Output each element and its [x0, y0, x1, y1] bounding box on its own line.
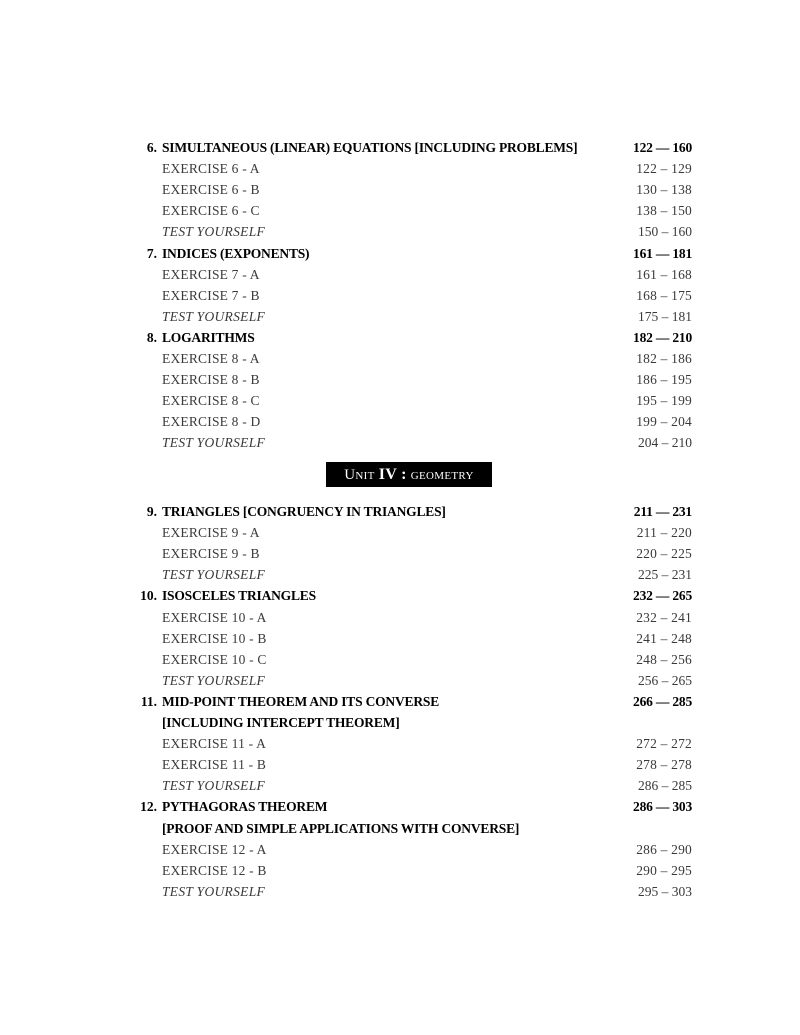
entry-title: EXERCISE 6 - A: [162, 161, 260, 177]
entry-title: EXERCISE 12 - B: [162, 862, 267, 878]
page-range: 241 – 248: [636, 630, 692, 646]
exercise-row: [0, 860, 800, 881]
entry-title: EXERCISE 8 - B: [162, 372, 260, 388]
entry-title: TEST YOURSELF: [162, 308, 266, 324]
chapter-subtitle-row: [0, 712, 800, 733]
entry-title: TEST YOURSELF: [162, 672, 266, 688]
entry-title: EXERCISE 8 - C: [162, 393, 260, 409]
exercise-row: [0, 200, 800, 221]
chapter-number: 10.: [140, 588, 157, 604]
page-range: 286 — 303: [633, 799, 692, 815]
page-range: 204 – 210: [638, 435, 692, 451]
entry-title: EXERCISE 10 - C: [162, 651, 267, 667]
unit-name: geometry: [410, 467, 474, 483]
page-range: 266 — 285: [633, 693, 692, 709]
page-range: 182 – 186: [636, 351, 692, 366]
page-range: 122 — 160: [633, 140, 692, 155]
chapter-row: [0, 796, 800, 817]
chapter-row: [0, 137, 800, 158]
entry-title: ISOSCELES TRIANGLES: [162, 588, 316, 604]
entry-title: PYTHAGORAS THEOREM: [162, 799, 328, 815]
entry-title: EXERCISE 7 - B: [162, 287, 260, 303]
test-yourself-row: [0, 670, 800, 691]
exercise-row: [0, 754, 800, 775]
page-range: 161 – 168: [636, 266, 692, 282]
entry-title: EXERCISE 9 - A: [162, 525, 260, 541]
page-range: 272 – 272: [636, 736, 692, 752]
entry-title: TEST YOURSELF: [162, 883, 266, 899]
entry-title: LOGARITHMS: [162, 329, 255, 345]
entry-title: SIMULTANEOUS (LINEAR) EQUATIONS [INCLUDING PROBLEMS]: [162, 140, 578, 155]
exercise-row: [0, 628, 800, 649]
entry-title: [PROOF AND SIMPLE APPLICATIONS WITH CONVERSE]: [162, 820, 520, 836]
exercise-row: [0, 839, 800, 860]
page-range: 168 – 175: [636, 287, 692, 303]
entry-title: TEST YOURSELF: [162, 567, 266, 583]
exercise-row: [0, 733, 800, 754]
page-range: 122 – 129: [636, 161, 692, 177]
page-range: 256 – 265: [638, 672, 692, 688]
page-range: 195 – 199: [636, 393, 692, 409]
chapter-subtitle-row: [0, 818, 800, 839]
page-range: 211 — 231: [633, 504, 692, 519]
test-yourself-row: [0, 306, 800, 327]
entry-title: EXERCISE 10 - B: [162, 630, 267, 646]
page-range: 182 — 210: [633, 329, 692, 345]
entry-title: EXERCISE 6 - B: [162, 182, 260, 198]
chapter-number: 8.: [146, 329, 157, 345]
chapter-row: [0, 585, 800, 606]
page-range: 232 – 241: [636, 609, 692, 625]
exercise-row: [0, 390, 800, 411]
page-range: 220 – 225: [636, 546, 692, 562]
chapter-row: [0, 501, 800, 522]
entry-title: TEST YOURSELF: [162, 778, 266, 794]
page-range: 130 – 138: [636, 182, 692, 198]
exercise-row: [0, 411, 800, 432]
exercise-row: [0, 158, 800, 179]
entry-title: MID-POINT THEOREM AND ITS CONVERSE: [162, 693, 439, 709]
page-range: 199 – 204: [636, 414, 692, 430]
unit-number: IV :: [378, 466, 407, 483]
page-range: 150 – 160: [638, 224, 692, 240]
page-range: 175 – 181: [638, 308, 692, 324]
entry-title: [INCLUDING INTERCEPT THEOREM]: [162, 715, 400, 730]
entry-title: TRIANGLES [CONGRUENCY IN TRIANGLES]: [162, 504, 446, 519]
page-range: 286 – 285: [638, 778, 692, 794]
entry-title: TEST YOURSELF: [162, 435, 266, 451]
exercise-row: [0, 649, 800, 670]
chapter-row: [0, 327, 800, 348]
page-range: 295 – 303: [638, 883, 692, 899]
page-range: 211 – 220: [636, 525, 692, 541]
chapter-number: 12.: [140, 799, 157, 815]
test-yourself-row: [0, 432, 800, 453]
entry-title: EXERCISE 9 - B: [162, 546, 260, 562]
entry-title: EXERCISE 7 - A: [162, 266, 260, 282]
page-range: 232 — 265: [633, 588, 692, 604]
test-yourself-row: [0, 564, 800, 585]
exercise-row: [0, 285, 800, 306]
test-yourself-row: [0, 881, 800, 902]
chapter-row: [0, 243, 800, 264]
entry-title: EXERCISE 10 - A: [162, 609, 267, 625]
page-range: 225 – 231: [638, 567, 692, 583]
exercise-row: [0, 179, 800, 200]
entry-title: INDICES (EXPONENTS): [162, 245, 310, 261]
exercise-row: [0, 264, 800, 285]
page-range: 138 – 150: [636, 203, 692, 219]
page-range: 248 – 256: [636, 651, 692, 667]
chapter-number: 11.: [140, 693, 157, 709]
entry-title: EXERCISE 11 - B: [162, 757, 267, 773]
exercise-row: [0, 522, 800, 543]
exercise-row: [0, 543, 800, 564]
exercise-row: [0, 369, 800, 390]
chapter-number: 9.: [146, 504, 157, 519]
page-range: 186 – 195: [636, 372, 692, 388]
chapter-number: 7.: [146, 245, 157, 261]
entry-title: EXERCISE 6 - C: [162, 203, 260, 219]
page-range: 290 – 295: [636, 862, 692, 878]
unit-banner: [326, 462, 492, 487]
exercise-row: [0, 348, 800, 369]
entry-title: TEST YOURSELF: [162, 224, 266, 240]
page-range: 286 – 290: [636, 841, 692, 857]
entry-title: EXERCISE 12 - A: [162, 841, 267, 857]
entry-title: EXERCISE 8 - D: [162, 414, 261, 430]
entry-title: EXERCISE 8 - A: [162, 351, 260, 366]
entry-title: EXERCISE 11 - A: [162, 736, 267, 752]
test-yourself-row: [0, 775, 800, 796]
exercise-row: [0, 607, 800, 628]
chapter-number: 6.: [146, 140, 157, 155]
page-range: 278 – 278: [636, 757, 692, 773]
chapter-row: [0, 691, 800, 712]
test-yourself-row: [0, 221, 800, 242]
page-range: 161 — 181: [633, 245, 692, 261]
unit-word: Unit: [344, 467, 375, 483]
